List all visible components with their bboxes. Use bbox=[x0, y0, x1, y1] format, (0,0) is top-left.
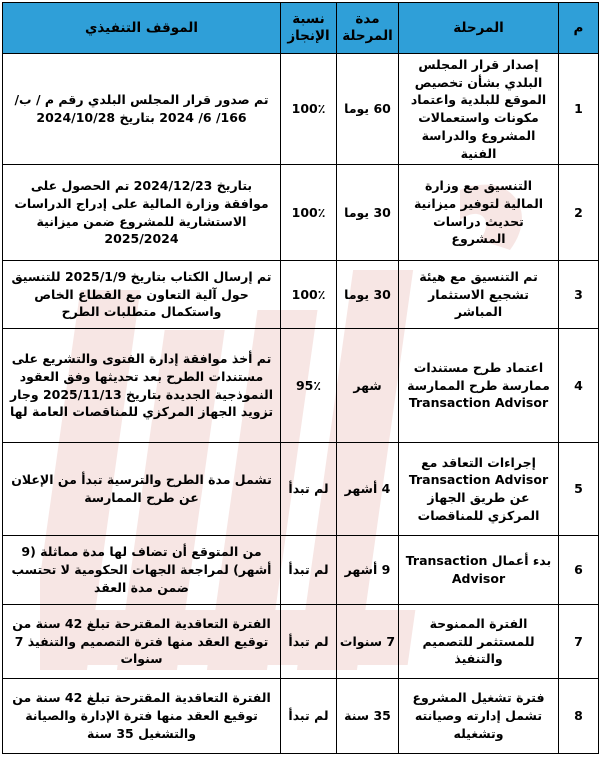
row-completion: لم تبدأ bbox=[281, 605, 337, 679]
row-stage: بدء أعمال Transaction Advisor bbox=[399, 536, 559, 605]
row-index: 7 bbox=[559, 605, 599, 679]
row-duration: 60 يوما bbox=[337, 54, 399, 165]
row-index: 1 bbox=[559, 54, 599, 165]
row-stage: فترة تشغيل المشروع تشمل إدارته وصيانته وتشغيله bbox=[399, 679, 559, 754]
row-duration: 30 يوما bbox=[337, 261, 399, 329]
row-completion: 100٪ bbox=[281, 54, 337, 165]
header-status: الموقف التنفيذي bbox=[3, 3, 281, 54]
row-status: من المتوقع أن تضاف لها مدة مماثلة (9 أشهر) لمراجعة الجهات الحكومية لا تحتسب ضمن مدة العقد bbox=[3, 536, 281, 605]
row-status: الفترة التعاقدية المقترحة تبلغ 42 سنة من توقيع العقد منها فترة الإدارة والصيانة والتشغيل 35 سنة bbox=[3, 679, 281, 754]
row-status: بتاريخ 2024/12/23 تم الحصول على موافقة وزارة المالية على إدراج الدراسات الاستشارية للمشروع ضمن ميزانية 2025/2024 bbox=[3, 165, 281, 261]
row-status: تم أخذ موافقة إدارة الفتوى والتشريع على مستندات الطرح بعد تحديثها وفق العقود النموذجية الجديدة بتاريخ 2025/11/13 وجار تزويد الجهاز المركزي للمناقصات العامة لها bbox=[3, 329, 281, 443]
table-row bbox=[3, 536, 599, 605]
row-stage: إصدار قرار المجلس البلدي بشأن تخصيص الموقع للبلدية واعتماد مكونات واستعمالات المشروع والدراسة الفنية bbox=[399, 54, 559, 165]
table-row bbox=[3, 261, 599, 329]
row-duration: 7 سنوات bbox=[337, 605, 399, 679]
row-index: 3 bbox=[559, 261, 599, 329]
row-status: الفترة التعاقدية المقترحة تبلغ 42 سنة من توقيع العقد منها فترة التصميم والتنفيذ 7 سنوات bbox=[3, 605, 281, 679]
table-row bbox=[3, 165, 599, 261]
table-row bbox=[3, 329, 599, 443]
row-stage: تم التنسيق مع هيئة تشجيع الاستثمار المباشر bbox=[399, 261, 559, 329]
table-row bbox=[3, 443, 599, 536]
header-index: م bbox=[559, 3, 599, 54]
row-duration: 30 يوما bbox=[337, 165, 399, 261]
table-row bbox=[3, 679, 599, 754]
row-index: 5 bbox=[559, 443, 599, 536]
row-index: 4 bbox=[559, 329, 599, 443]
table-row bbox=[3, 605, 599, 679]
row-duration: 9 أشهر bbox=[337, 536, 399, 605]
row-completion: 100٪ bbox=[281, 261, 337, 329]
row-index: 2 bbox=[559, 165, 599, 261]
row-status: تشمل مدة الطرح والترسية تبدأ من الإعلان عن طرح الممارسة bbox=[3, 443, 281, 536]
row-status: تم إرسال الكتاب بتاريخ 2025/1/9 للتنسيق حول آلية التعاون مع القطاع الخاص واستكمال متطلبات الطرح bbox=[3, 261, 281, 329]
row-stage: إجراءات التعاقد مع Transaction Advisor عن طريق الجهاز المركزي للمناقصات bbox=[399, 443, 559, 536]
row-index: 8 bbox=[559, 679, 599, 754]
row-completion: لم تبدأ bbox=[281, 443, 337, 536]
row-duration: 4 أشهر bbox=[337, 443, 399, 536]
row-status: تم صدور قرار المجلس البلدي رقم م / ب/ 166/ 6/ 2024 بتاريخ 2024/10/28 bbox=[3, 54, 281, 165]
row-stage: الفترة الممنوحة للمستثمر للتصميم والتنفيذ bbox=[399, 605, 559, 679]
row-completion: لم تبدأ bbox=[281, 679, 337, 754]
header-stage: المرحلة bbox=[399, 3, 559, 54]
row-index: 6 bbox=[559, 536, 599, 605]
row-duration: 35 سنة bbox=[337, 679, 399, 754]
row-stage: اعتماد طرح مستندات ممارسة طرح الممارسة Transaction Advisor bbox=[399, 329, 559, 443]
project-stages-table bbox=[2, 2, 599, 754]
row-stage: التنسيق مع وزارة المالية لتوفير ميزانية تحديث دراسات المشروع bbox=[399, 165, 559, 261]
row-completion: لم تبدأ bbox=[281, 536, 337, 605]
table-header-row bbox=[3, 3, 599, 54]
header-completion: نسبة الإنجاز bbox=[281, 3, 337, 54]
row-completion: 100٪ bbox=[281, 165, 337, 261]
row-completion: 95٪ bbox=[281, 329, 337, 443]
row-duration: شهر bbox=[337, 329, 399, 443]
table-row bbox=[3, 54, 599, 165]
header-duration: مدة المرحلة bbox=[337, 3, 399, 54]
